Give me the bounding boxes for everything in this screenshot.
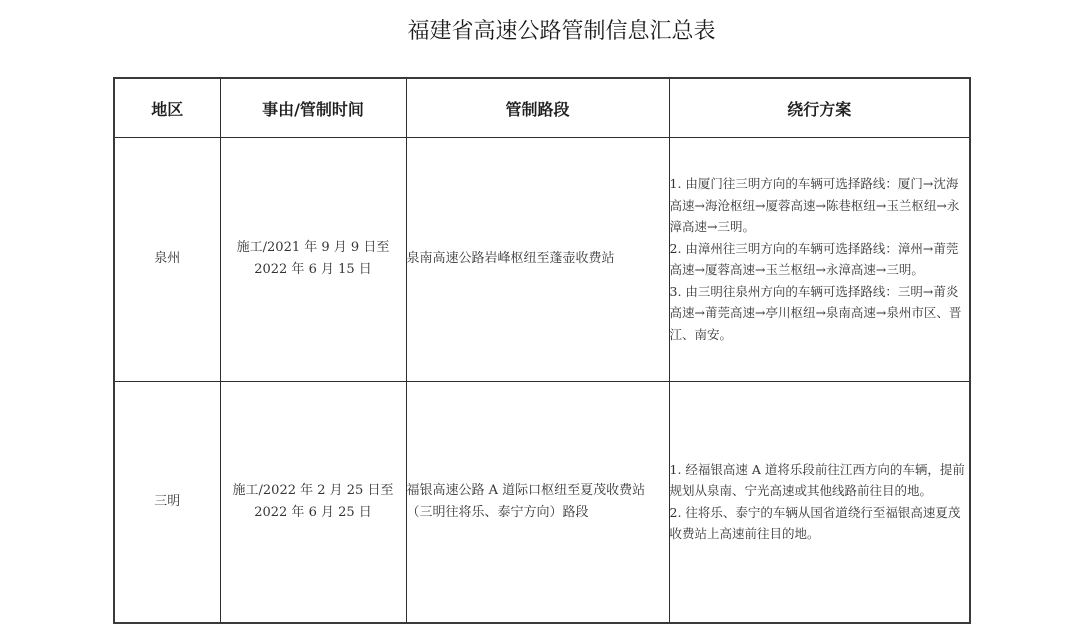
cell-reason-time (220, 381, 406, 623)
cell-detour-plan (669, 138, 970, 382)
cell-region: 三明 (114, 381, 220, 623)
time-line-1: 施工/2022 年 2 月 25 日至 (232, 482, 394, 498)
header-detour-plan: 绕行方案 (669, 78, 970, 138)
header-reason-time: 事由/管制时间 (220, 78, 406, 138)
detour-plan-item: 1. 由厦门往三明方向的车辆可选择路线：厦门→沈海高速→海沧枢纽→厦蓉高速→陈巷枢纽→玉兰枢纽→永漳高速→三明。 (669, 176, 960, 235)
traffic-control-table (113, 77, 971, 624)
table-row (114, 138, 970, 382)
detour-plan-item: 2. 往将乐、泰宁的车辆从国省道绕行至福银高速夏茂收费站上高速前往目的地。 (669, 504, 961, 542)
table-row (114, 381, 970, 623)
detour-plan-item: 1. 经福银高速 A 道将乐段前往江西方向的车辆，提前规划从泉南、宁光高速或其他线路前往目的地。 (669, 461, 965, 499)
header-region: 地区 (114, 78, 220, 138)
cell-control-segment: 福银高速公路 A 道际口枢纽至夏茂收费站（三明往将乐、泰宁方向）路段 (406, 381, 669, 623)
time-line-2: 2022 年 6 月 25 日 (254, 504, 372, 520)
cell-control-segment: 泉南高速公路岩峰枢纽至蓬壶收费站 (406, 138, 669, 382)
time-line-2: 2022 年 6 月 15 日 (254, 262, 372, 278)
detour-plan-item: 3. 由三明往泉州方向的车辆可选择路线：三明→莆炎高速→莆莞高速→亭川枢纽→泉南高速→泉州市区、晋江、南安。 (669, 283, 962, 342)
time-line-1: 施工/2021 年 9 月 9 日至 (236, 240, 390, 256)
header-control-segment: 管制路段 (406, 78, 669, 138)
cell-reason-time (220, 138, 406, 382)
cell-detour-plan (669, 381, 970, 623)
table-header-row (114, 78, 970, 138)
document-title: 福建省高速公路管制信息汇总表 (407, 19, 716, 44)
cell-region: 泉州 (114, 138, 220, 382)
detour-plan-item: 2. 由漳州往三明方向的车辆可选择路线：漳州→莆莞高速→厦蓉高速→玉兰枢纽→永漳高速→三明。 (669, 240, 959, 278)
